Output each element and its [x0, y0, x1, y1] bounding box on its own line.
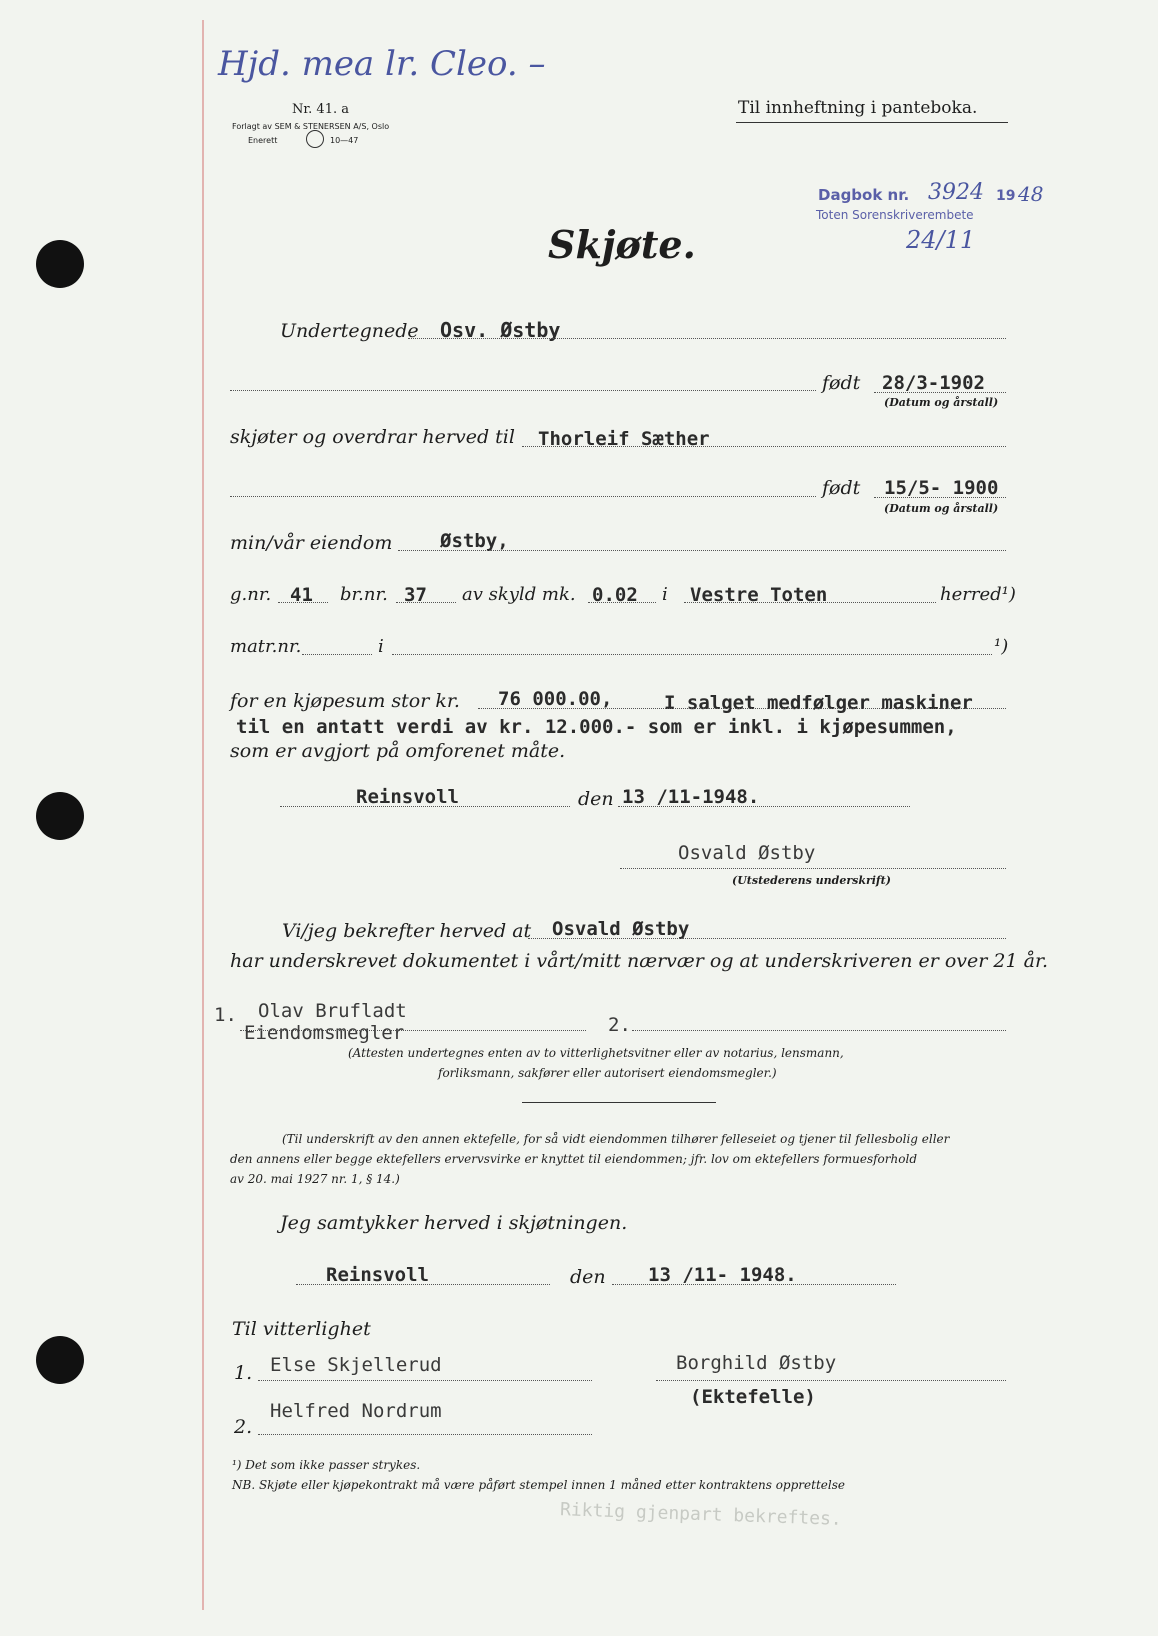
seller-birth: 28/3-1902: [882, 372, 985, 394]
skyld-line: [588, 602, 656, 603]
underskrevet-text: har underskrevet dokumentet i vårt/mitt nærvær og at underskriveren er over 21 år.: [230, 950, 1048, 972]
attest-line1: (Attesten undertegnes enten av to vitterlighetsvitner eller av notarius, lensmann,: [348, 1046, 844, 1060]
brnr-line: [396, 602, 456, 603]
signer1-line: [620, 868, 1006, 869]
matr-herred-line: [392, 654, 992, 655]
spouse-line: [656, 1380, 1006, 1381]
herred-line: [684, 602, 936, 603]
spouse-note1: (Til underskrift av den annen ektefelle, for så vidt eiendommen tilhører felleseiet og tjener til fellesbolig eller: [282, 1132, 950, 1146]
bekrefter-name: Osvald Østby: [552, 918, 690, 940]
buyer-line: [522, 446, 1006, 447]
header-right: Til innheftning i panteboka.: [738, 98, 978, 118]
vitterlighet-label: Til vitterlighet: [232, 1318, 371, 1340]
eiendom-label: min/vår eiendom: [230, 532, 393, 554]
herred-value: Vestre Toten: [690, 584, 828, 606]
seller-line: [408, 338, 1006, 339]
i-label: i: [662, 584, 668, 605]
stamp-year-prefix: 19: [996, 188, 1016, 204]
spouse-role: (Ektefelle): [690, 1386, 816, 1408]
avgjort-text: som er avgjort på omforenet måte.: [230, 740, 566, 762]
vw2-num: 2.: [234, 1416, 253, 1438]
seller-fodt-label: født: [822, 372, 861, 394]
spouse-note3: av 20. mai 1927 nr. 1, § 14.): [230, 1172, 400, 1186]
publisher-date: 10—47: [330, 136, 359, 145]
vw2-name: Helfred Nordrum: [270, 1400, 442, 1422]
kjopesum-label: for en kjøpesum stor kr.: [230, 690, 460, 712]
section-divider: [522, 1102, 716, 1103]
stamp-dagbok: Dagbok nr.: [818, 186, 910, 204]
header-underline: [736, 122, 1008, 123]
gnr-value: 41: [290, 584, 313, 606]
bekrefter-label: Vi/jeg bekrefter herved at: [282, 920, 532, 942]
witness1-name: Olav Brufladt: [258, 1000, 407, 1022]
kjopesum-line: [478, 708, 1006, 709]
matr-i-label: i: [378, 636, 384, 657]
footnote2: NB. Skjøte eller kjøpekontrakt må være påført stempel innen 1 måned etter kontraktens opprettelse: [232, 1478, 845, 1492]
kjopesum-value: 76 000.00,: [498, 688, 613, 710]
bottom-stamp: Riktig gjenpart bekreftes.: [559, 1499, 843, 1530]
place2: Reinsvoll: [326, 1264, 429, 1286]
place1-line: [280, 806, 570, 807]
matr-line: [302, 654, 372, 655]
stamp-number: 3924: [928, 180, 984, 205]
place1: Reinsvoll: [356, 786, 459, 808]
vw1-name: Else Skjellerud: [270, 1354, 442, 1376]
punch-hole: [36, 1336, 84, 1384]
date1-line: [618, 806, 910, 807]
witness1-title: Eiendomsmegler: [244, 1022, 405, 1044]
margin-line: [202, 20, 204, 1610]
kjopesum-extra2: til en antatt verdi av kr. 12.000.- som er inkl. i kjøpesummen,: [236, 716, 957, 738]
stamp-year-suffix: 48: [1018, 182, 1044, 206]
form-number: Nr. 41. a: [292, 102, 349, 117]
buyer-fodt-label: født: [822, 477, 861, 499]
den-label2: den: [570, 1266, 606, 1288]
punch-hole: [36, 792, 84, 840]
property-line: [398, 550, 1006, 551]
gnr-label: g.nr.: [230, 584, 272, 605]
buyer-extra-line: [230, 496, 816, 497]
skyld-label: av skyld mk.: [462, 584, 576, 605]
witness2-line: [632, 1030, 1006, 1031]
spouse-note2: den annens eller begge ektefellers ervervsvirke er knyttet til eiendommen; jfr. lov om ektefellers formuesforhold: [230, 1152, 917, 1166]
footnote1: ¹) Det som ikke passer strykes.: [232, 1458, 421, 1472]
utsteder-label: (Utstederens underskrift): [732, 874, 891, 887]
undertegnede-label: Undertegnede: [280, 320, 419, 342]
publisher-enerett: Enerett: [248, 136, 278, 145]
date1: 13 /11-1948.: [622, 786, 760, 808]
matr-label: matr.nr.: [230, 636, 302, 657]
seller-datum-label: (Datum og årstall): [884, 396, 999, 409]
matr-end: ¹): [994, 636, 1009, 657]
seller-name: Osv. Østby: [440, 318, 561, 342]
handwritten-note: Hjd. mea lr. Cleo. –: [218, 44, 546, 84]
vw2-line: [258, 1434, 592, 1435]
skjoter-label: skjøter og overdrar herved til: [230, 426, 515, 448]
document-title: Skjøte.: [548, 222, 696, 267]
witness1-line: [240, 1030, 586, 1031]
brnr-value: 37: [404, 584, 427, 606]
stamp-office: Toten Sorenskriverembete: [816, 208, 974, 222]
stamp-date: 24/11: [906, 226, 976, 254]
date2-line: [612, 1284, 896, 1285]
buyer-datum-label: (Datum og årstall): [884, 502, 999, 515]
punch-hole: [36, 240, 84, 288]
seller-birth-line: [874, 392, 1006, 393]
gnr-line: [278, 602, 328, 603]
property-name: Østby,: [440, 530, 509, 552]
place2-line: [296, 1284, 550, 1285]
herred-label: herred¹): [940, 584, 1016, 605]
witness1-num: 1.: [214, 1004, 237, 1026]
brnr-label: br.nr.: [340, 584, 388, 605]
spouse-name: Borghild Østby: [676, 1352, 837, 1374]
buyer-birth: 15/5- 1900: [884, 477, 999, 499]
samtykker-text: Jeg samtykker herved i skjøtningen.: [280, 1212, 628, 1234]
skyld-value: 0.02: [592, 584, 638, 606]
attest-line2: forliksmann, sakfører eller autorisert eiendomsmegler.): [438, 1066, 777, 1080]
witness2-num: 2.: [608, 1014, 631, 1036]
seller-extra-line: [230, 390, 816, 391]
vw1-line: [258, 1380, 592, 1381]
bekrefter-line: [528, 938, 1006, 939]
date2: 13 /11- 1948.: [648, 1264, 797, 1286]
buyer-name: Thorleif Sæther: [538, 428, 710, 450]
vw1-num: 1.: [234, 1362, 253, 1384]
publisher-logo-icon: [306, 130, 324, 148]
buyer-birth-line: [874, 497, 1006, 498]
kjopesum-extra1: I salget medfølger maskiner: [664, 692, 973, 714]
signer1: Osvald Østby: [678, 842, 816, 864]
den-label1: den: [578, 788, 614, 810]
publisher-line: Forlagt av SEM & STENERSEN A/S, Oslo: [232, 122, 390, 131]
